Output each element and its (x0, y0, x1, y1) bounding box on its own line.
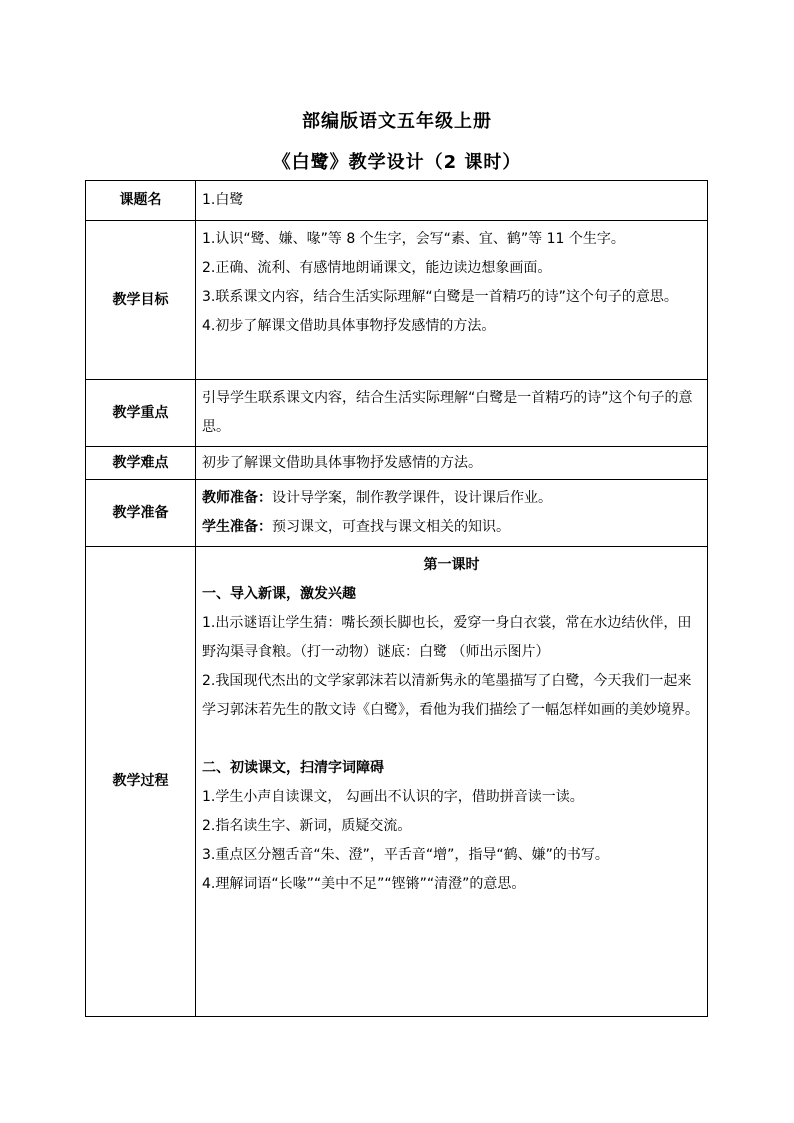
topic-label: 课题名 (86, 181, 196, 221)
process-content (196, 547, 708, 1017)
teacher-prep-label: 教师准备： (202, 490, 272, 506)
spacer (202, 725, 701, 754)
topic-value: 1.白鹭 (196, 181, 708, 221)
table-row-topic (86, 181, 708, 221)
doc-title-line1: 部编版语文五年级上册 (302, 111, 492, 132)
section1-item: 2.我国现代杰出的文学家郭沫若以清新隽永的笔墨描写了白鹭，今天我们一起来学习郭沫若先生的散文诗《白鹭》，看他为我们描绘了一幅怎样如画的美妙境界。 (202, 673, 699, 718)
goals-content (196, 221, 708, 380)
goal-item: 2.正确、流利、有感情地朗诵课文，能边读边想象画面。 (202, 260, 552, 276)
goals-label: 教学目标 (86, 221, 196, 380)
section2-item: 4.理解词语“长喙”“美中不足”“铿锵”“清澄”的意思。 (202, 876, 526, 892)
section1-title: 一、导入新课，激发兴趣 (202, 586, 356, 602)
key-value: 引导学生联系课文内容，结合生活实际理解“白鹭是一首精巧的诗”这个句子的意思。 (196, 380, 708, 447)
goal-item: 1.认识“鹭、嫌、喙”等 8 个生字，会写“素、宜、鹤”等 11 个生字。 (202, 231, 625, 247)
section2-item: 3.重点区分翘舌音“朱、澄”，平舌音“增”，指导“鹤、嫌”的书写。 (202, 847, 609, 863)
goal-item: 3.联系课文内容，结合生活实际理解“白鹭是一首精巧的诗”这个句子的意思。 (202, 289, 678, 305)
key-label: 教学重点 (86, 380, 196, 447)
student-prep-label: 学生准备： (202, 519, 272, 535)
table-row-process (86, 547, 708, 1017)
table-row-difficulty (86, 447, 708, 480)
student-prep (202, 513, 701, 542)
teacher-prep-value: 设计导学案，制作教学课件，设计课后作业。 (272, 490, 552, 506)
process-label: 教学过程 (86, 547, 196, 1017)
lesson-plan-table (85, 180, 708, 1017)
section2-item: 1.学生小声自读课文， 勾画出不认识的字，借助拼音读一读。 (202, 789, 584, 805)
section2-title: 二、初读课文，扫清字词障碍 (202, 760, 384, 776)
prep-label: 教学准备 (86, 480, 196, 547)
teacher-prep (202, 484, 701, 513)
difficulty-label: 教学难点 (86, 447, 196, 480)
lesson-title: 第一课时 (423, 557, 480, 573)
goal-item: 4.初步了解课文借助具体事物抒发感情的方法。 (202, 318, 496, 334)
table-row-key (86, 380, 708, 447)
section2-item: 2.指名读生字、新词，质疑交流。 (202, 818, 412, 834)
student-prep-value: 预习课文，可查找与课文相关的知识。 (272, 519, 510, 535)
table-row-prep (86, 480, 708, 547)
doc-title-line2: 《白鹭》教学设计（2 课时） (272, 152, 522, 173)
table-row-goals (86, 221, 708, 380)
difficulty-value: 初步了解课文借助具体事物抒发感情的方法。 (196, 447, 708, 480)
section1-item: 1.出示谜语让学生猜：嘴长颈长脚也长，爱穿一身白衣裳，常在水边结伙伴，田 野沟渠寻食粮。（打一动物）谜底：白鹭 （师出示图片） (202, 615, 692, 660)
prep-content (196, 480, 708, 547)
